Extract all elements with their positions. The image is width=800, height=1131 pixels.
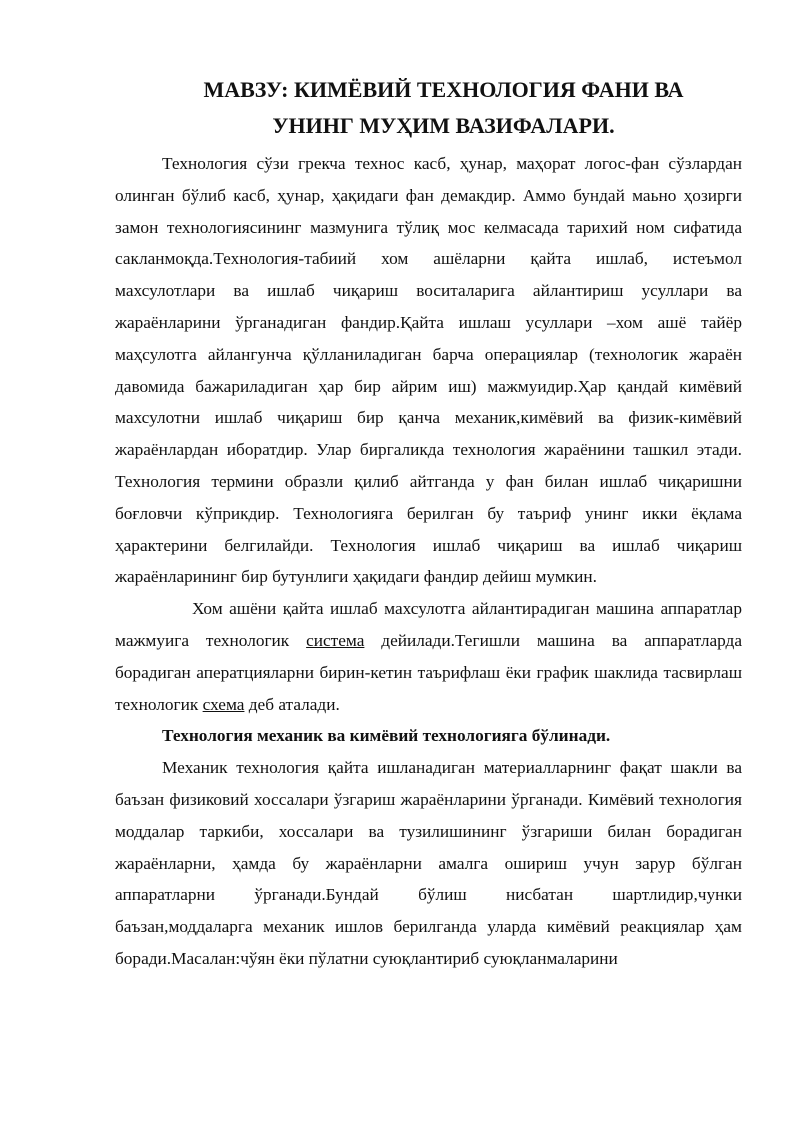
- paragraph-technological-system: [115, 593, 742, 720]
- document-page: [115, 72, 742, 975]
- document-title: [145, 72, 742, 144]
- title-line-2: УНИНГ МУҲИМ ВАЗИФАЛАРИ.: [272, 113, 615, 138]
- paragraph-technology-definition: Технология сўзи грекча технос касб, ҳунар, маҳорат логос-фан сўзлардан олинган бўлиб касб, ҳунар, ҳақидаги фан демакдир. Аммо бундай маьно ҳозирги замон технологиясининг мазмунига тўлиқ мос келмасада тарихий ном сифатида сакланмоқда.Технология-табиий хом ашёларни қайта ишлаб, истеъмол махсулотлари ва ишлаб чиқариш воситаларига айлантириш усуллари ва жараёнларини ўрганадиган фандир.Қайта ишлаш усуллари –хом ашё тайёр маҳсулотга айлангунча қўлланиладиган барча операциялар (технологик жараён давомида бажариладиган ҳар бир айрим иш) мажмуидир.Ҳар қандай кимёвий махсулотни ишлаб чиқариш бир қанча механик,кимёвий ва физик-кимёвий жараёнлардан иборатдир. Улар биргаликда технология жараёнини ташкил этади. Технология термини образли қилиб айтганда у фан билан ишлаб чиқаришни боғловчи кўприкдир. Технологияга берилган бу таъриф унинг икки ёқлама ҳарактерини белгилайди. Технология ишлаб чиқариш ва ишлаб чиқариш жараёнларининг бир бутунлиги ҳақидаги фандир дейиш мумкин.: [115, 154, 742, 587]
- scheme-link[interactable]: схема: [202, 694, 245, 714]
- paragraph-text: дейилади.Тегишли машина ва аппаратларда борадиган аператцияларни бирин-кетин таърифлаш ёки график шаклида тасвирлаш технологик: [115, 630, 742, 714]
- section-heading: Технология механик ва кимёвий технологияга бўлинади.: [162, 726, 611, 746]
- title-line-1: МАВЗУ: КИМЁВИЙ ТЕХНОЛОГИЯ ФАНИ ВА: [203, 77, 684, 102]
- system-link[interactable]: система: [306, 630, 365, 650]
- paragraph-text: деб аталади.: [244, 694, 340, 714]
- paragraph-mechanical-chemical: Механик технология қайта ишланадиган материалларнинг фақат шакли ва баъзан физиковий хоссалари ўзгариш жараёнларини ўрганади. Кимёвий технология моддалар таркиби, хоссалари ва тузилишининг ўзгариши билан борадиган жараёнларни, ҳамда бу жараёнларни амалга ошириш учун зарур бўлган аппаратларни ўрганади.Бундай бўлиш нисбатан шартлидир,чунки баъзан,моддаларга механик ишлов берилганда уларда кимёвий реакциялар ҳам боради.Масалан:чўян ёки пўлатни суюқлантириб суюқланмаларини: [115, 758, 742, 968]
- paragraph-text: Хом ашёни қайта ишлаб махсулотга айлантирадиган машина аппаратлар мажмуига технологик: [115, 599, 742, 650]
